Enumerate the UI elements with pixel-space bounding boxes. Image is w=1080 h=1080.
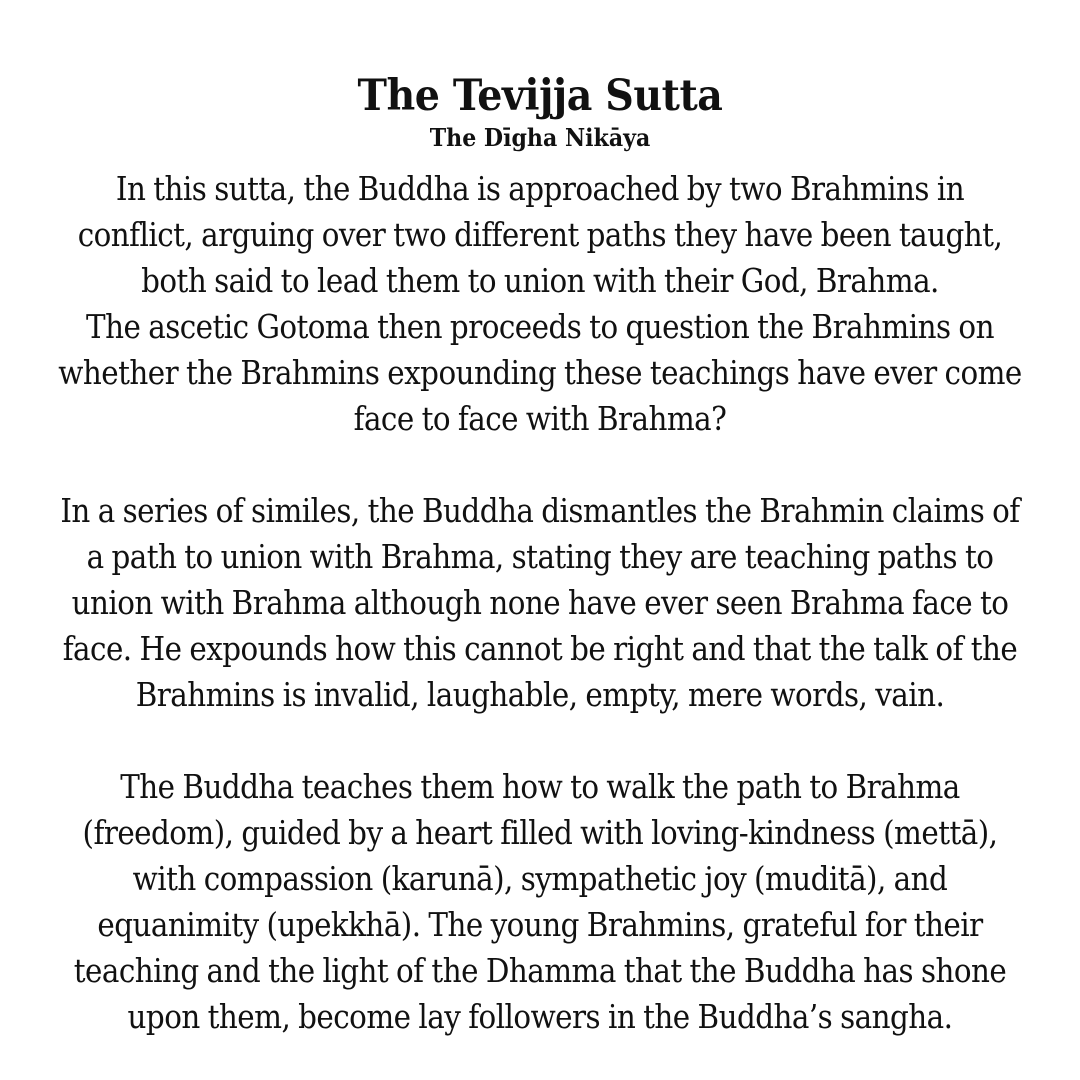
text-line: face. He expounds how this cannot be right and that the talk of the <box>62 629 1018 668</box>
text-line: equanimity (upekkhā). The young Brahmins, grateful for their <box>97 905 983 944</box>
text-line: both said to lead them to union with their God, Brahma. <box>141 261 939 300</box>
text-line: In this sutta, the Buddha is approached by two Brahmins in <box>115 169 965 208</box>
paragraph-teaching <box>15 764 1065 1040</box>
text-line: union with Brahma although none have ever seen Brahma face to <box>71 583 1009 622</box>
text-line: In a series of similes, the Buddha dismantles the Brahmin claims of <box>60 491 1020 530</box>
paragraph-similes <box>15 488 1065 718</box>
text-line: face to face with Brahma? <box>353 399 727 438</box>
text-line: The ascetic Gotoma then proceeds to question the Brahmins on <box>86 307 994 346</box>
text-line: Brahmins is invalid, laughable, empty, mere words, vain. <box>135 675 945 714</box>
text-line: conflict, arguing over two different paths they have been taught, <box>77 215 1003 254</box>
page-subtitle: The Dīgha Nikāya <box>429 123 651 152</box>
text-line: The Buddha teaches them how to walk the path to Brahma <box>120 767 960 806</box>
text-line: upon them, become lay followers in the Buddha’s sangha. <box>127 997 953 1036</box>
text-line: teaching and the light of the Dhamma that the Buddha has shone <box>73 951 1007 990</box>
paragraph-intro <box>15 166 1065 442</box>
text-line: a path to union with Brahma, stating they are teaching paths to <box>86 537 994 576</box>
text-line: (freedom), guided by a heart filled with loving-kindness (mettā), <box>82 813 998 852</box>
page-title: The Tevijja Sutta <box>357 71 723 121</box>
text-line: whether the Brahmins expounding these teachings have ever come <box>58 353 1022 392</box>
text-line: with compassion (karunā), sympathetic joy (muditā), and <box>132 859 948 898</box>
